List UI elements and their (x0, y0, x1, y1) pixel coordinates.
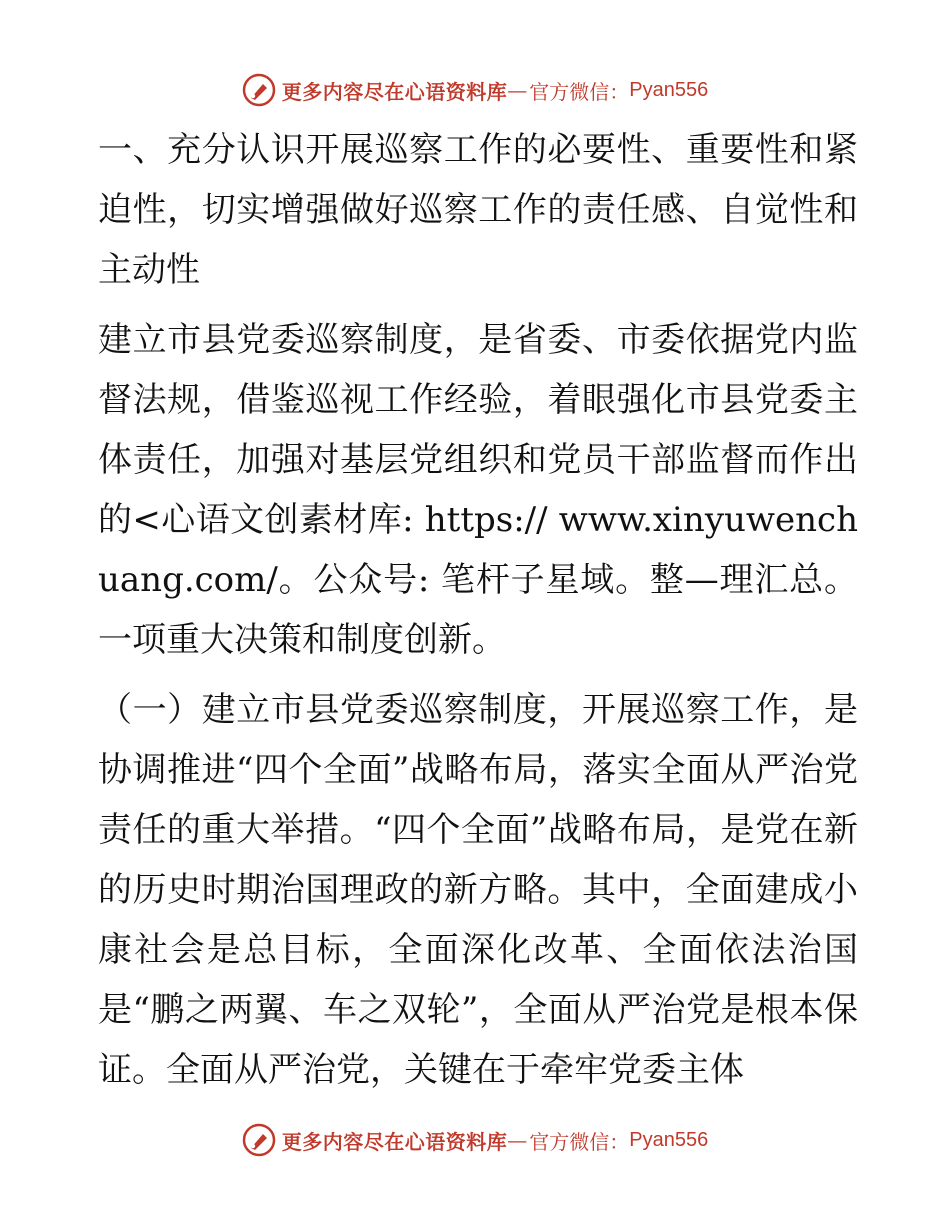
pen-nib-logo-icon (242, 1123, 276, 1157)
pen-nib-logo-icon (242, 73, 276, 107)
watermark-separator: — (507, 1128, 528, 1152)
header-watermark (0, 70, 950, 110)
body-paragraph-1: 建立市县党委巡察制度，是省委、市委依据党内监督法规，借鉴巡视工作经验，着眼强化市县党委主体责任，加强对基层党组织和党员干部监督而作出的<心语文创素材库: https:// www.xinyuwenchuang.com/。公众号: 笔杆子星域。整—理汇总。一项重大决策和制度创新。 (98, 320, 858, 660)
watermark-wechat-label: 官方微信： (529, 79, 630, 104)
watermark-site-text: 更多内容尽在心语资料库 (281, 79, 508, 104)
body-paragraph-2: （一）建立市县党委巡察制度，开展巡察工作，是协调推进“四个全面”战略布局，落实全面从严治党责任的重大举措。“四个全面”战略布局，是党在新的历史时期治国理政的新方略。其中，全面建成小康社会是总目标，全面深化改革、全面依法治国是“鹏之两翼、车之双轮”，全面从严治党是根本保证。全面从严治党，关键在于牵牢党委主体 (98, 690, 858, 1090)
section-heading: 一、充分认识开展巡察工作的必要性、重要性和紧迫性，切实增强做好巡察工作的责任感、自觉性和主动性 (98, 130, 858, 290)
watermark-site-text: 更多内容尽在心语资料库 (281, 1129, 508, 1154)
document-body (98, 120, 858, 1100)
footer-watermark (0, 1120, 950, 1160)
watermark-wechat-label: 官方微信： (529, 1129, 630, 1154)
watermark-separator: — (507, 78, 528, 102)
watermark-wechat-id: Pyan556 (629, 78, 709, 101)
watermark-wechat-id: Pyan556 (629, 1128, 709, 1151)
